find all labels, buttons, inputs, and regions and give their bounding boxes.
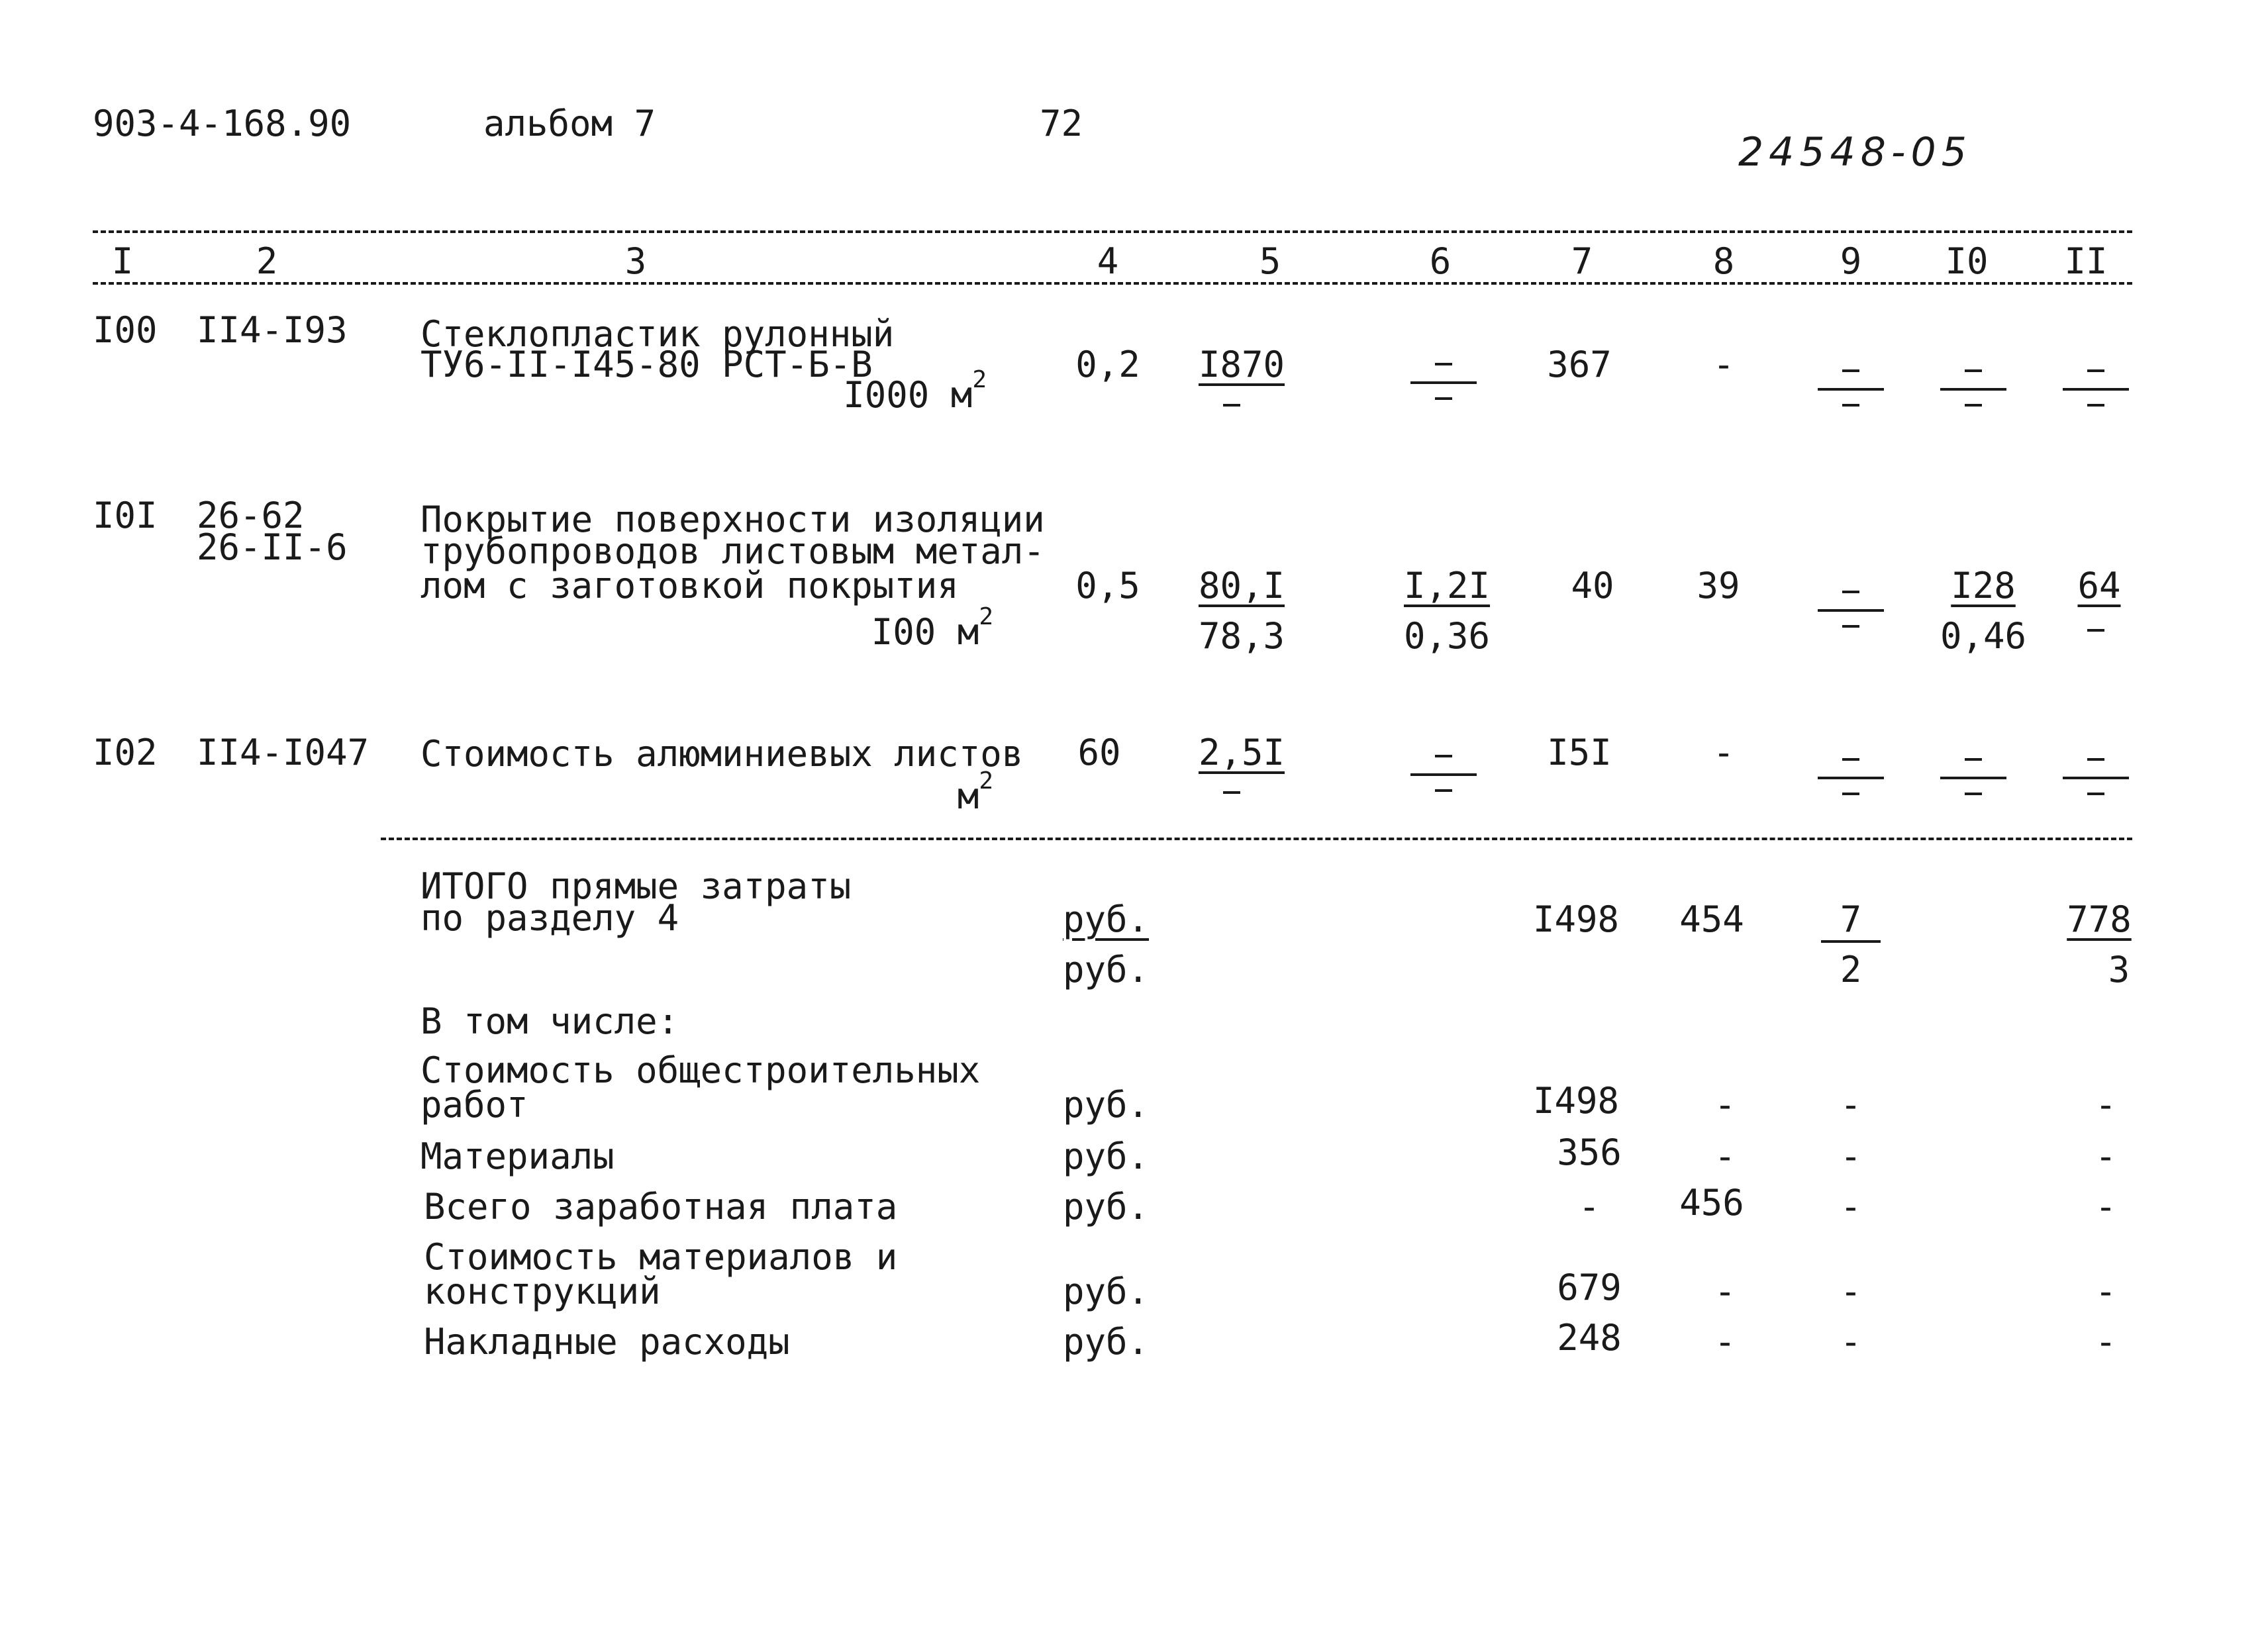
breakdown-col9: - bbox=[1840, 1271, 1862, 1312]
totals-unit-bottom: руб. bbox=[1063, 949, 1150, 990]
row-col7: 367 bbox=[1547, 344, 1612, 385]
breakdown-label: Стоимость общестроительных bbox=[420, 1049, 981, 1091]
breakdown-col8: 456 bbox=[1679, 1182, 1744, 1224]
row-col9-empty-fraction bbox=[1818, 591, 1884, 630]
col-header-2: 2 bbox=[256, 240, 278, 282]
row-col6-empty-fraction bbox=[1410, 363, 1477, 403]
row-col6-empty-fraction bbox=[1410, 755, 1477, 795]
breakdown-col9: - bbox=[1840, 1186, 1862, 1228]
breakdown-unit: руб. bbox=[1063, 1321, 1150, 1363]
row-col6-top: I,2I bbox=[1403, 565, 1491, 606]
row-col9-empty-fraction bbox=[1818, 758, 1884, 798]
row-col7: 40 bbox=[1571, 565, 1614, 606]
row-description: трубопроводов листовым метал- bbox=[420, 530, 1045, 572]
breakdown-col9: - bbox=[1840, 1084, 1862, 1126]
row-col5-top: 2,5I bbox=[1198, 732, 1285, 773]
row-code-secondary: 26-II-6 bbox=[197, 526, 348, 568]
row-col11-top: 64 bbox=[2077, 565, 2121, 606]
row-code: 26-62 bbox=[197, 495, 305, 536]
row-col8: - bbox=[1712, 732, 1735, 773]
row-col5-top: I870 bbox=[1198, 344, 1285, 385]
totals-label: ИТОГО прямые затраты bbox=[420, 865, 852, 907]
totals-col9-bottom: 2 bbox=[1840, 949, 1862, 990]
row-col11-empty-fraction bbox=[2063, 758, 2129, 798]
header-bottom-rule bbox=[93, 282, 2132, 285]
breakdown-label: работ bbox=[420, 1084, 528, 1126]
col-header-7: 7 bbox=[1571, 240, 1593, 282]
breakdown-col8: - bbox=[1714, 1271, 1736, 1312]
row-description: Стоимость алюминиевых листов bbox=[420, 733, 1024, 775]
row-col10-empty-fraction bbox=[1940, 369, 2006, 409]
row-col4: 60 bbox=[1077, 732, 1121, 773]
row-col5-bottom-dash bbox=[1223, 404, 1240, 407]
breakdown-col7: I498 bbox=[1532, 1080, 1620, 1122]
breakdown-unit: руб. bbox=[1063, 1271, 1150, 1312]
row-unit: $м^2$ bbox=[957, 767, 993, 817]
col-header-6: 6 bbox=[1429, 240, 1452, 282]
row-col11-bottom-dash bbox=[2087, 629, 2104, 632]
row-unit: I00 $м^2$ bbox=[871, 603, 993, 653]
row-col6-bottom: 0,36 bbox=[1403, 615, 1491, 657]
row-col5-bottom-dash bbox=[1223, 791, 1240, 794]
breakdown-label: конструкций bbox=[424, 1271, 661, 1312]
col-header-9: 9 bbox=[1840, 240, 1862, 282]
breakdown-unit: руб. bbox=[1063, 1186, 1150, 1228]
totals-col9-top: 7 bbox=[1821, 902, 1881, 943]
row-col5-top: 80,I bbox=[1198, 565, 1285, 606]
breakdown-col7: 356 bbox=[1557, 1132, 1622, 1173]
col-header-1: I bbox=[111, 240, 134, 282]
breakdown-col11: - bbox=[2095, 1186, 2117, 1228]
including-label: В том числе: bbox=[420, 1000, 679, 1042]
col-header-10: I0 bbox=[1945, 240, 1989, 282]
row-number: I00 bbox=[93, 309, 158, 351]
breakdown-col8: - bbox=[1714, 1084, 1736, 1126]
row-unit: I000 $м^2$ bbox=[843, 366, 987, 416]
col-header-5: 5 bbox=[1259, 240, 1281, 282]
row-col11-empty-fraction bbox=[2063, 369, 2129, 409]
breakdown-col11: - bbox=[2095, 1271, 2117, 1312]
breakdown-col11: - bbox=[2095, 1084, 2117, 1126]
col-header-8: 8 bbox=[1712, 240, 1735, 282]
totals-col11-bottom: 3 bbox=[2108, 949, 2130, 990]
row-description: Покрытие поверхности изоляции bbox=[420, 499, 1045, 540]
totals-col7: I498 bbox=[1532, 898, 1620, 940]
row-description: Стеклопластик рулонный bbox=[420, 313, 895, 355]
totals-col8: 454 bbox=[1679, 898, 1744, 940]
row-col4: 0,5 bbox=[1075, 565, 1140, 606]
col-header-11: II bbox=[2064, 240, 2108, 282]
row-col8: 39 bbox=[1697, 565, 1740, 606]
document-code: 903-4-168.90 bbox=[93, 103, 352, 144]
col-header-4: 4 bbox=[1097, 240, 1119, 282]
row-col10-bottom: 0,46 bbox=[1940, 615, 2027, 657]
breakdown-unit: руб. bbox=[1063, 1135, 1150, 1177]
totals-label: по разделу 4 bbox=[420, 897, 679, 939]
row-description: лом с заготовкой покрытия bbox=[420, 565, 959, 606]
breakdown-col7: 248 bbox=[1557, 1317, 1622, 1359]
row-col8: - bbox=[1712, 344, 1735, 385]
section-divider bbox=[381, 838, 2132, 840]
album-label: альбом 7 bbox=[483, 103, 656, 144]
row-code: II4-I047 bbox=[197, 732, 370, 773]
page-number: 72 bbox=[1040, 103, 1083, 144]
row-description: ТУ6-II-I45-80 РСТ-Б-В bbox=[420, 344, 873, 385]
row-number: I02 bbox=[93, 732, 158, 773]
header-top-rule bbox=[93, 230, 2132, 233]
row-col7: I5I bbox=[1547, 732, 1612, 773]
breakdown-unit: руб. bbox=[1063, 1084, 1150, 1126]
row-col4: 0,2 bbox=[1075, 344, 1140, 385]
breakdown-col11: - bbox=[2095, 1321, 2117, 1363]
handwritten-doc-number: 24548-05 bbox=[1738, 129, 1972, 175]
breakdown-col11: - bbox=[2095, 1135, 2117, 1177]
row-col5-bottom: 78,3 bbox=[1198, 615, 1285, 657]
breakdown-col7: - bbox=[1578, 1186, 1601, 1228]
row-col9-empty-fraction bbox=[1818, 369, 1884, 409]
breakdown-col9: - bbox=[1840, 1135, 1862, 1177]
breakdown-col9: - bbox=[1840, 1321, 1862, 1363]
breakdown-col8: - bbox=[1714, 1135, 1736, 1177]
breakdown-label: Накладные расходы bbox=[424, 1321, 790, 1363]
breakdown-label: Всего заработная плата bbox=[424, 1186, 898, 1228]
totals-unit-top: руб. bbox=[1063, 898, 1150, 940]
breakdown-col7: 679 bbox=[1557, 1267, 1622, 1308]
breakdown-col8: - bbox=[1714, 1321, 1736, 1363]
breakdown-label: Стоимость материалов и bbox=[424, 1236, 898, 1278]
breakdown-label: Материалы bbox=[420, 1135, 615, 1177]
row-col10-top: I28 bbox=[1951, 565, 2016, 606]
col-header-3: 3 bbox=[624, 240, 647, 282]
row-code: II4-I93 bbox=[197, 309, 348, 351]
row-number: I0I bbox=[93, 495, 158, 536]
totals-col11-top: 778 bbox=[2067, 898, 2132, 940]
row-col10-empty-fraction bbox=[1940, 758, 2006, 798]
